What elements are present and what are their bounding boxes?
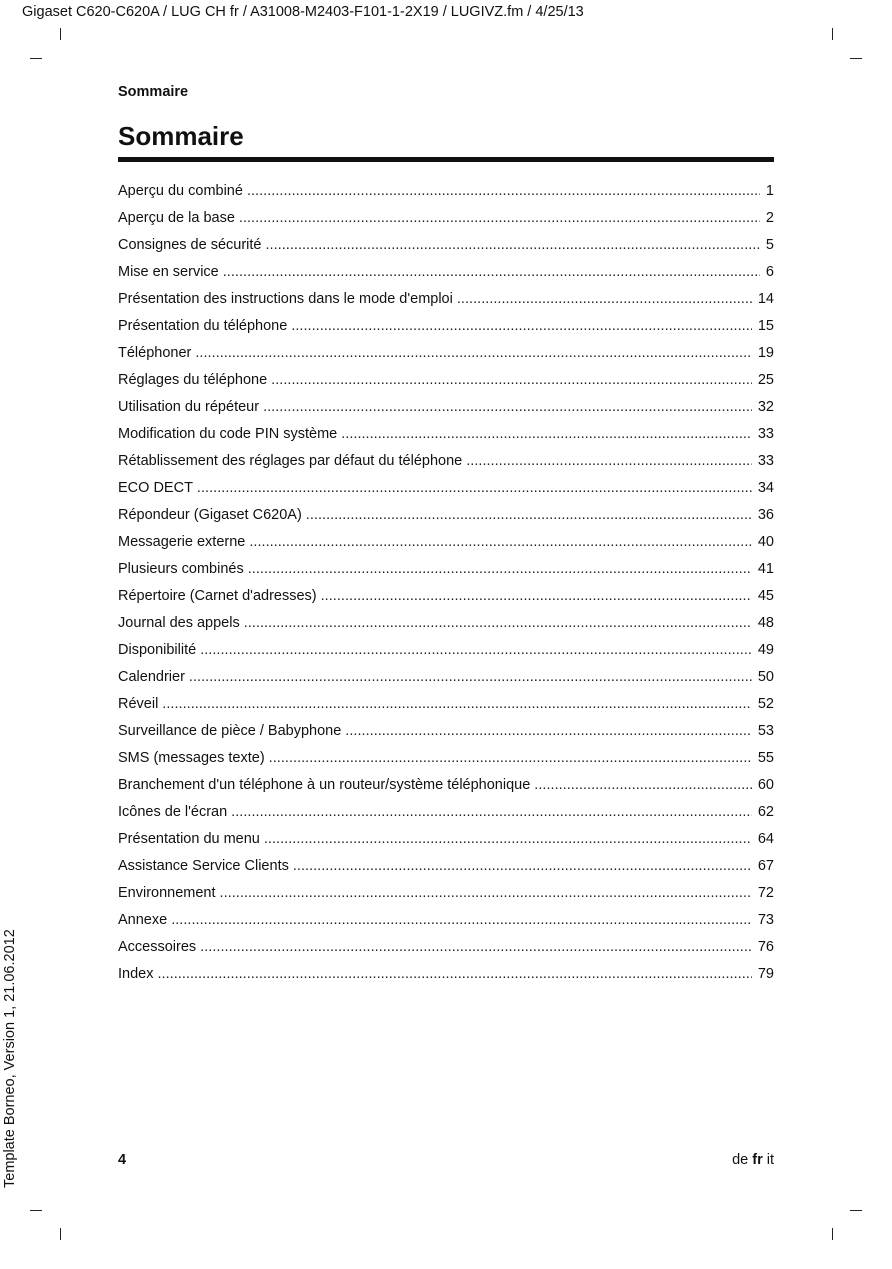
- dot-leader: [321, 585, 752, 607]
- toc-entry-page: 34: [757, 480, 774, 496]
- toc-entry-title: Index: [118, 966, 154, 982]
- crop-mark: [60, 28, 61, 40]
- toc-entry-title: Consignes de sécurité: [118, 237, 262, 253]
- toc-entry-title: Annexe: [118, 912, 168, 928]
- toc-entry-page: 53: [757, 723, 774, 739]
- toc-entry[interactable]: [118, 207, 774, 234]
- lang-it: it: [766, 1152, 774, 1168]
- table-of-contents: [118, 180, 774, 990]
- toc-entry-title: Environnement: [118, 885, 216, 901]
- dot-leader: [306, 504, 752, 526]
- dot-leader: [162, 693, 752, 715]
- dot-leader: [534, 774, 752, 796]
- dot-leader: [248, 558, 752, 580]
- dot-leader: [231, 801, 752, 823]
- toc-entry[interactable]: [118, 963, 774, 990]
- language-indicator: [732, 1152, 774, 1168]
- toc-entry-page: 62: [757, 804, 774, 820]
- toc-entry-page: 25: [757, 372, 774, 388]
- crop-mark: [30, 58, 42, 59]
- dot-leader: [263, 396, 752, 418]
- dot-leader: [157, 963, 751, 985]
- toc-entry-title: Répertoire (Carnet d'adresses): [118, 588, 317, 604]
- dot-leader: [220, 882, 752, 904]
- dot-leader: [466, 450, 752, 472]
- toc-entry-title: Plusieurs combinés: [118, 561, 244, 577]
- lang-fr-current: fr: [752, 1152, 763, 1168]
- title-rule: [118, 157, 774, 162]
- toc-entry-title: Réglages du téléphone: [118, 372, 268, 388]
- dot-leader: [345, 720, 752, 742]
- toc-entry[interactable]: [118, 369, 774, 396]
- toc-entry[interactable]: [118, 396, 774, 423]
- toc-entry[interactable]: [118, 936, 774, 963]
- toc-entry-page: 32: [757, 399, 774, 415]
- crop-mark: [30, 1210, 42, 1211]
- toc-entry-title: Répondeur (Gigaset C620A): [118, 507, 302, 523]
- toc-entry[interactable]: [118, 504, 774, 531]
- toc-entry-page: 55: [757, 750, 774, 766]
- toc-entry[interactable]: [118, 234, 774, 261]
- dot-leader: [265, 234, 759, 256]
- lang-de: de: [732, 1152, 749, 1168]
- toc-entry-title: Présentation du menu: [118, 831, 260, 847]
- toc-entry-title: Disponibilité: [118, 642, 197, 658]
- template-version-note: Template Borneo, Version 1, 21.06.2012: [2, 929, 18, 1188]
- toc-entry-page: 33: [757, 453, 774, 469]
- toc-entry-page: 67: [757, 858, 774, 874]
- toc-entry[interactable]: [118, 720, 774, 747]
- toc-entry-page: 48: [757, 615, 774, 631]
- toc-entry-title: Messagerie externe: [118, 534, 246, 550]
- toc-entry-page: 52: [757, 696, 774, 712]
- dot-leader: [200, 639, 752, 661]
- dot-leader: [291, 315, 752, 337]
- toc-entry[interactable]: [118, 531, 774, 558]
- toc-entry[interactable]: [118, 612, 774, 639]
- toc-entry[interactable]: [118, 747, 774, 774]
- toc-entry-title: Branchement d'un téléphone à un routeur/système téléphonique: [118, 777, 531, 793]
- toc-entry[interactable]: [118, 774, 774, 801]
- toc-entry[interactable]: [118, 477, 774, 504]
- toc-entry-title: Mise en service: [118, 264, 219, 280]
- dot-leader: [244, 612, 752, 634]
- toc-entry-title: Utilisation du répéteur: [118, 399, 260, 415]
- running-head: Sommaire: [118, 84, 189, 100]
- dot-leader: [341, 423, 752, 445]
- toc-entry[interactable]: [118, 423, 774, 450]
- dot-leader: [200, 936, 752, 958]
- toc-entry-page: 49: [757, 642, 774, 658]
- toc-entry[interactable]: [118, 909, 774, 936]
- page-title: Sommaire: [118, 121, 244, 151]
- toc-entry-title: ECO DECT: [118, 480, 193, 496]
- crop-mark: [832, 1228, 833, 1240]
- toc-entry-page: 50: [757, 669, 774, 685]
- toc-entry-page: 15: [757, 318, 774, 334]
- toc-entry[interactable]: [118, 450, 774, 477]
- dot-leader: [271, 369, 752, 391]
- toc-entry[interactable]: [118, 288, 774, 315]
- toc-entry-page: 60: [757, 777, 774, 793]
- toc-entry-title: Aperçu de la base: [118, 210, 235, 226]
- crop-mark: [850, 58, 862, 59]
- toc-entry[interactable]: [118, 585, 774, 612]
- dot-leader: [264, 828, 752, 850]
- toc-entry-page: 1: [765, 183, 774, 199]
- toc-entry-page: 5: [765, 237, 774, 253]
- toc-entry-title: Rétablissement des réglages par défaut du téléphone: [118, 453, 463, 469]
- crop-mark: [832, 28, 833, 40]
- dot-leader: [197, 477, 752, 499]
- toc-entry-page: 19: [757, 345, 774, 361]
- toc-entry-page: 14: [757, 291, 774, 307]
- dot-leader: [247, 180, 760, 202]
- toc-entry-title: Réveil: [118, 696, 159, 712]
- toc-entry-title: Accessoires: [118, 939, 197, 955]
- toc-entry[interactable]: [118, 261, 774, 288]
- dot-leader: [171, 909, 752, 931]
- toc-entry-page: 76: [757, 939, 774, 955]
- dot-leader: [223, 261, 760, 283]
- toc-entry-page: 33: [757, 426, 774, 442]
- toc-entry[interactable]: [118, 315, 774, 342]
- page-number: 4: [118, 1152, 127, 1168]
- dot-leader: [457, 288, 752, 310]
- toc-entry-page: 40: [757, 534, 774, 550]
- file-info-header: Gigaset C620-C620A / LUG CH fr / A31008-M2403-F101-1-2X19 / LUGIVZ.fm / 4/25/13: [22, 4, 584, 20]
- toc-entry-page: 72: [757, 885, 774, 901]
- toc-entry-title: Journal des appels: [118, 615, 240, 631]
- toc-entry-title: SMS (messages texte): [118, 750, 265, 766]
- dot-leader: [269, 747, 752, 769]
- toc-entry[interactable]: [118, 693, 774, 720]
- toc-entry-page: 73: [757, 912, 774, 928]
- toc-entry-title: Présentation du téléphone: [118, 318, 288, 334]
- toc-entry[interactable]: [118, 828, 774, 855]
- toc-entry-title: Téléphoner: [118, 345, 192, 361]
- toc-entry-page: 64: [757, 831, 774, 847]
- dot-leader: [249, 531, 752, 553]
- dot-leader: [293, 855, 752, 877]
- toc-entry-page: 6: [765, 264, 774, 280]
- toc-entry-page: 79: [757, 966, 774, 982]
- toc-entry-page: 36: [757, 507, 774, 523]
- crop-mark: [850, 1210, 862, 1211]
- toc-entry-title: Aperçu du combiné: [118, 183, 243, 199]
- dot-leader: [239, 207, 760, 229]
- toc-entry[interactable]: [118, 855, 774, 882]
- toc-entry-page: 2: [765, 210, 774, 226]
- toc-entry[interactable]: [118, 882, 774, 909]
- toc-entry-page: 45: [757, 588, 774, 604]
- crop-mark: [60, 1228, 61, 1240]
- toc-entry-title: Icônes de l'écran: [118, 804, 228, 820]
- dot-leader: [189, 666, 752, 688]
- toc-entry[interactable]: [118, 801, 774, 828]
- toc-entry-title: Calendrier: [118, 669, 185, 685]
- toc-entry[interactable]: [118, 639, 774, 666]
- toc-entry-page: 41: [757, 561, 774, 577]
- toc-entry-title: Modification du code PIN système: [118, 426, 338, 442]
- toc-entry-title: Présentation des instructions dans le mode d'emploi: [118, 291, 453, 307]
- toc-entry-title: Assistance Service Clients: [118, 858, 289, 874]
- toc-entry[interactable]: [118, 342, 774, 369]
- toc-entry[interactable]: [118, 180, 774, 207]
- dot-leader: [195, 342, 752, 364]
- toc-entry[interactable]: [118, 666, 774, 693]
- toc-entry[interactable]: [118, 558, 774, 585]
- toc-entry-title: Surveillance de pièce / Babyphone: [118, 723, 342, 739]
